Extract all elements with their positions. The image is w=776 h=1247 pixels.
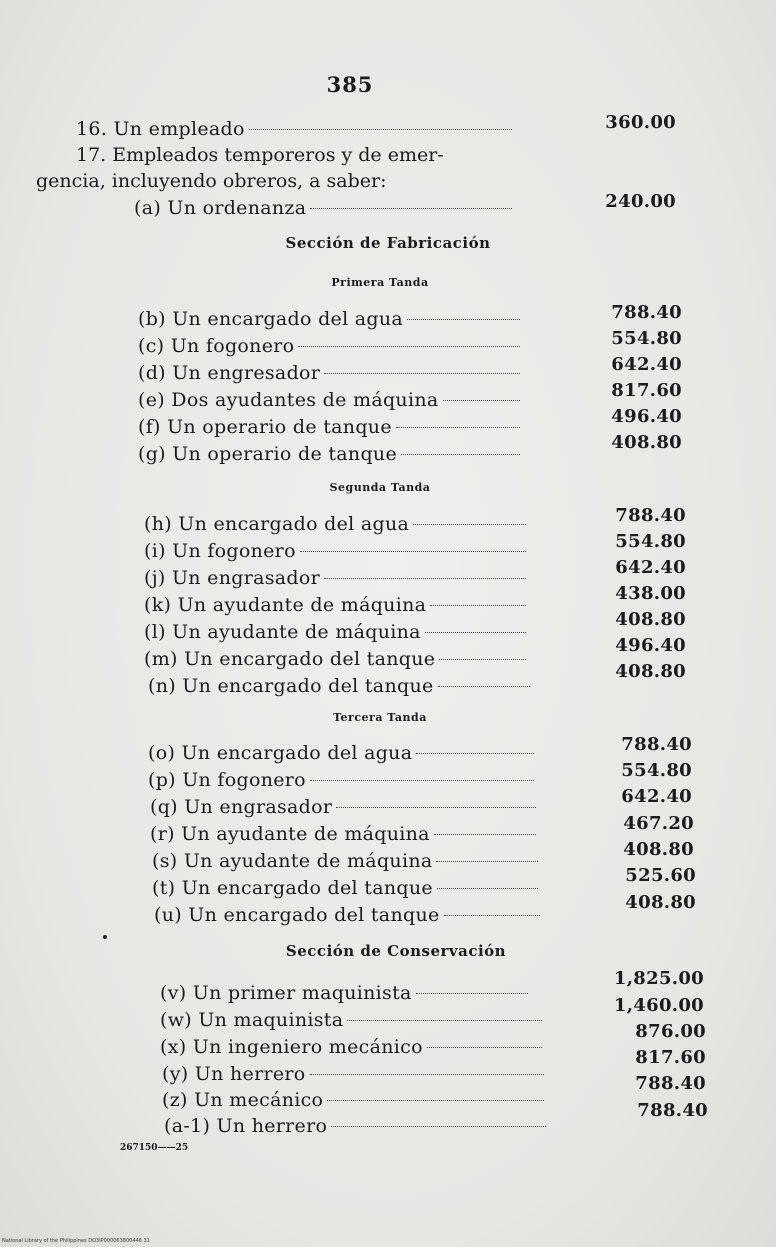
list-item	[152, 850, 542, 876]
item-label: (g) Un operario de tanque	[138, 443, 397, 465]
ink-speck	[103, 935, 107, 939]
item-amount: 788.40	[615, 505, 686, 526]
list-item	[144, 594, 530, 620]
list-item	[160, 982, 532, 1008]
item-amount: 817.60	[635, 1047, 706, 1068]
leader-dots	[407, 319, 520, 320]
item-label: (a) Un ordenanza	[134, 197, 307, 219]
item-amount: 788.40	[611, 302, 682, 323]
item-amount: 554.80	[611, 328, 682, 349]
list-item	[144, 513, 530, 539]
item-label: (f) Un operario de tanque	[138, 416, 392, 438]
leader-dots	[347, 1020, 542, 1021]
list-item	[138, 416, 524, 442]
item-label: (w) Un maquinista	[160, 1009, 344, 1031]
list-item	[138, 362, 524, 388]
leader-dots	[331, 1126, 546, 1127]
leader-dots	[327, 1100, 544, 1101]
item-label: (z) Un mecánico	[162, 1089, 324, 1111]
leader-dots	[416, 753, 534, 754]
leader-dots	[427, 1047, 542, 1048]
leader-dots	[430, 605, 526, 606]
item-label: (c) Un fogonero	[138, 335, 295, 357]
tercera-tanda-title: Tercera Tanda	[333, 711, 427, 724]
list-item	[144, 567, 530, 593]
list-item	[164, 1115, 550, 1141]
item-label: (t) Un encargado del tanque	[152, 877, 433, 899]
list-item	[160, 1009, 546, 1035]
item-amount: 525.60	[625, 865, 696, 886]
item-label: (l) Un ayudante de máquina	[144, 621, 421, 643]
list-item	[162, 1089, 548, 1115]
leader-dots	[324, 373, 520, 374]
item-amount: 1,460.00	[613, 995, 704, 1016]
item-amount: 642.40	[621, 786, 692, 807]
item-label: (r) Un ayudante de máquina	[150, 823, 430, 845]
item-label: (j) Un engrasador	[144, 567, 320, 589]
item-amount: 467.20	[623, 813, 694, 834]
list-item	[162, 1063, 548, 1089]
item-label: (h) Un encargado del agua	[144, 513, 410, 535]
item-amount: 1,825.00	[613, 968, 704, 989]
leader-dots	[413, 524, 526, 525]
list-item	[150, 796, 540, 822]
item-label: (e) Dos ayudantes de máquina	[138, 389, 439, 411]
item-amount: 408.80	[611, 432, 682, 453]
leader-dots	[416, 993, 528, 994]
item-label: (k) Un ayudante de máquina	[144, 594, 427, 616]
footer-code: 267150——25	[120, 1143, 189, 1153]
library-credit: National Library of the Philippines DO3IP000063800446 31	[2, 1238, 150, 1244]
list-item	[154, 904, 544, 930]
page-number: 385	[326, 72, 374, 97]
leader-dots	[310, 1074, 545, 1075]
item-17-line1: 17. Empleados temporeros y de emer-	[76, 144, 444, 166]
item-label: (p) Un fogonero	[148, 769, 306, 791]
leader-dots	[437, 888, 538, 889]
item-amount: 408.80	[615, 661, 686, 682]
list-item	[148, 769, 538, 795]
item-amount: 788.40	[621, 734, 692, 755]
item-label: (x) Un ingeniero mecánico	[160, 1036, 423, 1058]
item-label: (a-1) Un herrero	[164, 1115, 328, 1137]
item-amount: 554.80	[615, 531, 686, 552]
item-label: (v) Un primer maquinista	[160, 982, 412, 1004]
item-amount: 876.00	[635, 1021, 706, 1042]
item-amount: 408.80	[623, 839, 694, 860]
item-amount: 642.40	[611, 354, 682, 375]
leader-dots	[310, 208, 512, 209]
section-fabricacion: Sección de Fabricación	[285, 234, 491, 252]
item-amount: 496.40	[615, 635, 686, 656]
item-amount: 817.60	[611, 380, 682, 401]
item-amount: 408.80	[615, 609, 686, 630]
item-amount: 408.80	[625, 892, 696, 913]
item-amount: 642.40	[615, 557, 686, 578]
item-17-line2: gencia, incluyendo obreros, a saber:	[36, 170, 387, 192]
section-conservacion: Sección de Conservación	[285, 942, 507, 960]
item-label: (d) Un engresador	[138, 362, 321, 384]
list-item	[160, 1036, 546, 1062]
item-amount: 438.00	[615, 583, 686, 604]
item-label: (i) Un fogonero	[144, 540, 296, 562]
list-item	[150, 823, 540, 849]
item-label: (n) Un encargado del tanque	[148, 675, 434, 697]
list-item	[152, 877, 542, 903]
list-item	[138, 389, 524, 415]
list-item	[148, 675, 534, 701]
leader-dots	[434, 834, 536, 835]
item-amount: 360.00	[605, 112, 676, 133]
item-label: (q) Un engrasador	[150, 796, 333, 818]
item-label: (u) Un encargado del tanque	[154, 904, 440, 926]
list-item	[148, 742, 538, 768]
item-label: (m) Un encargado del tanque	[144, 648, 436, 670]
leader-dots	[439, 659, 526, 660]
item-label: (s) Un ayudante de máquina	[152, 850, 433, 872]
leader-dots	[300, 551, 526, 552]
list-item	[138, 443, 524, 469]
leader-dots	[443, 400, 521, 401]
item-16	[76, 118, 516, 144]
item-amount: 496.40	[611, 406, 682, 427]
item-label: (b) Un encargado del agua	[138, 308, 404, 330]
leader-dots	[249, 129, 512, 130]
primera-tanda-title: Primera Tanda	[331, 276, 429, 289]
list-item	[138, 308, 524, 334]
leader-dots	[298, 346, 520, 347]
list-item	[144, 621, 530, 647]
segunda-tanda-title: Segunda Tanda	[329, 481, 431, 494]
leader-dots	[436, 861, 538, 862]
leader-dots	[324, 578, 526, 579]
list-item	[138, 335, 524, 361]
list-item	[144, 648, 530, 674]
item-a	[134, 197, 516, 223]
item-amount: 240.00	[605, 191, 676, 212]
item-amount: 788.40	[637, 1100, 708, 1121]
item-amount: 554.80	[621, 760, 692, 781]
leader-dots	[444, 915, 540, 916]
leader-dots	[438, 686, 530, 687]
item-amount: 788.40	[635, 1073, 706, 1094]
leader-dots	[396, 427, 520, 428]
leader-dots	[336, 807, 536, 808]
item-label: 16. Un empleado	[76, 118, 245, 140]
leader-dots	[425, 632, 526, 633]
leader-dots	[401, 454, 520, 455]
leader-dots	[310, 780, 534, 781]
item-label: (y) Un herrero	[162, 1063, 306, 1085]
list-item	[144, 540, 530, 566]
item-label: (o) Un encargado del agua	[148, 742, 413, 764]
